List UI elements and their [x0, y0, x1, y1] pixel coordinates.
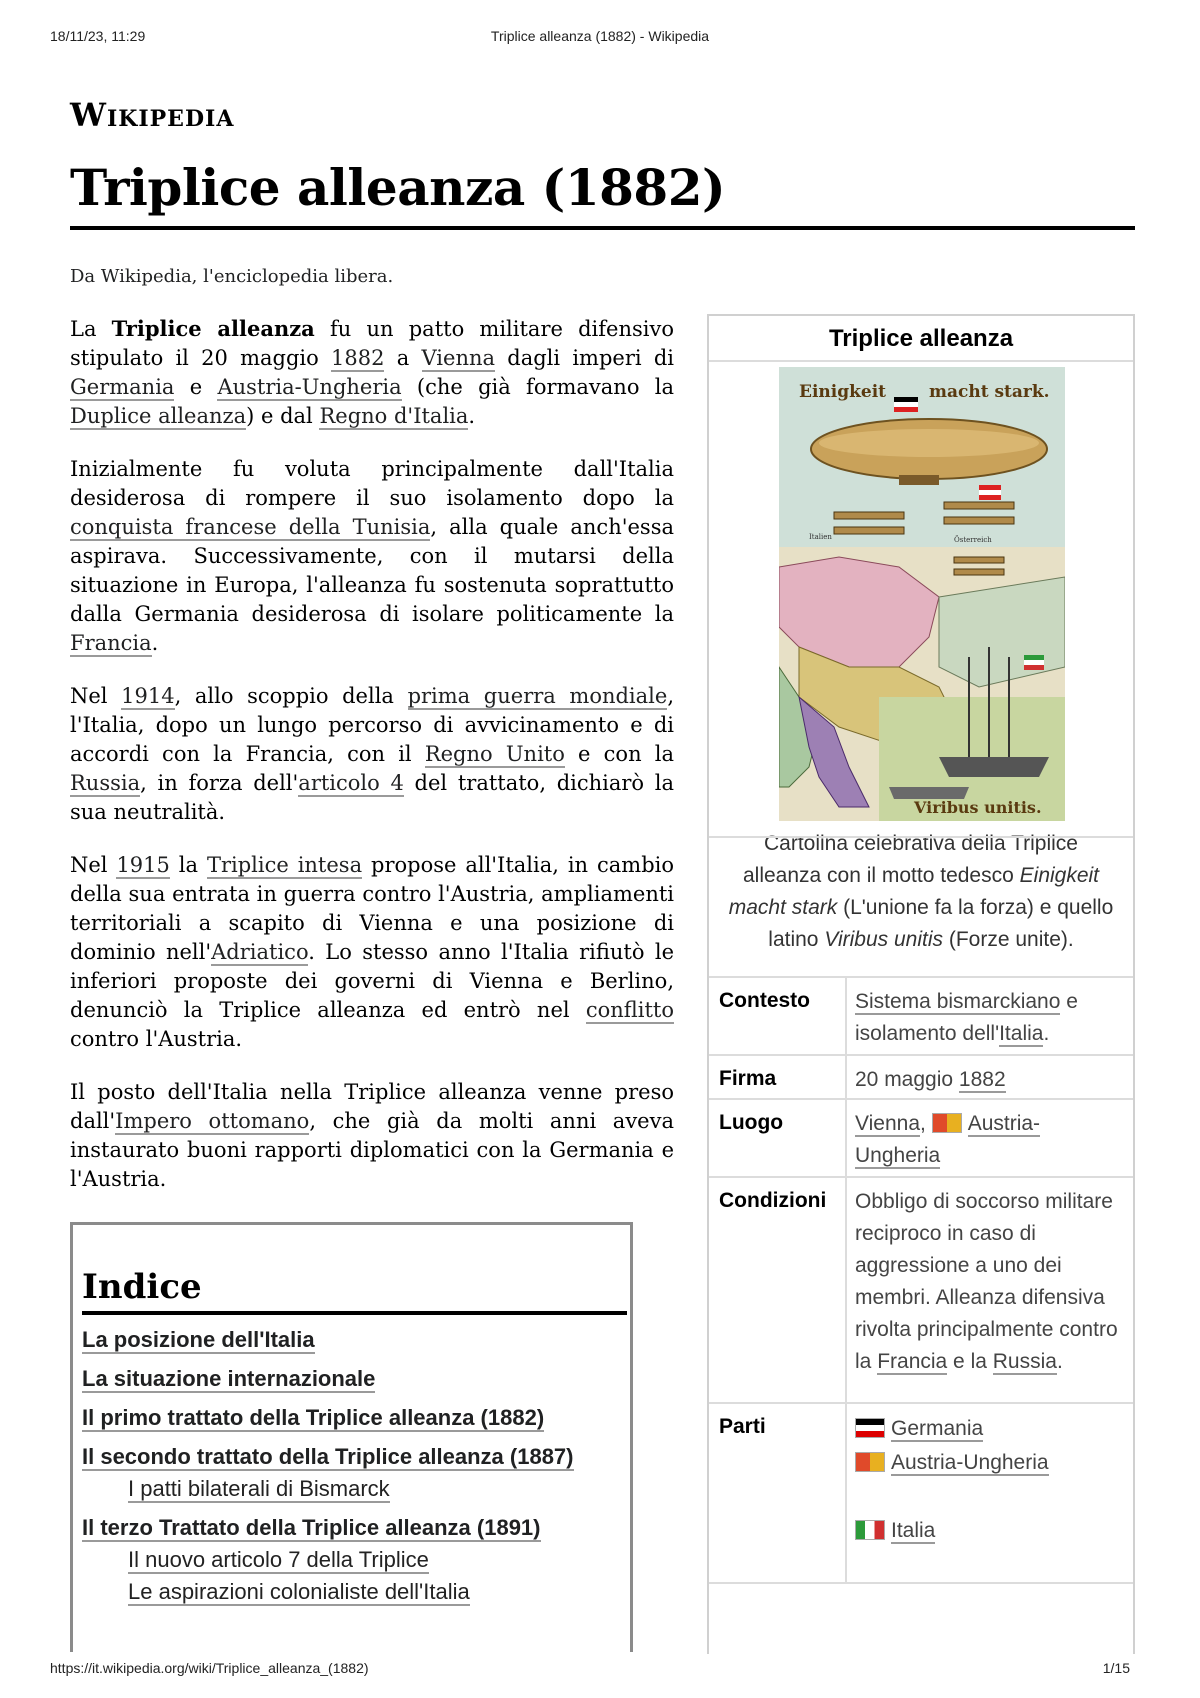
infobox-row-luogo	[709, 1100, 1133, 1178]
row-value: 20 maggio 1882	[855, 1068, 1006, 1091]
link-austria-ungheria[interactable]: Austria-Ungheria	[217, 375, 402, 399]
link-russia[interactable]: Russia	[70, 771, 141, 795]
print-datetime: 18/11/23, 11:29	[50, 28, 146, 44]
infobox-row-firma	[709, 1056, 1133, 1100]
toc-link[interactable]: La posizione dell'Italia	[82, 1327, 315, 1352]
party-austria-ungheria	[855, 1446, 1125, 1480]
paragraph-2: Inizialmente fu voluta principalmente dall'Italia desiderosa di rompere il suo isolamento dopo la conquista francese della Tunisia, alla quale anch'essa aspirava. Successivamente, con il mutarsi della situazione in Europa, l'alleanza fu sostenuta soprattutto dalla Germania desiderosa di isolare politicamente la Francia.	[70, 457, 674, 655]
article-body	[70, 314, 674, 1218]
postcard-motto-bottom: Viribus unitis.	[914, 798, 1042, 817]
link-1882-infobox[interactable]: 1882	[958, 1068, 1006, 1091]
infobox-title: Triplice alleanza	[709, 316, 1133, 362]
link-duplice-alleanza[interactable]: Duplice alleanza	[70, 404, 247, 428]
link-1914[interactable]: 1914	[121, 684, 175, 708]
infobox-row-parti	[709, 1404, 1133, 1584]
toc-link[interactable]: Il primo trattato della Triplice alleanza (1882)	[82, 1405, 545, 1430]
row-value: Obbligo di soccorso militare reciproco in caso di aggressione a uno dei membri. Alleanza difensiva rivolta principalmente contro la Francia e la Russia.	[855, 1190, 1118, 1373]
print-footer	[50, 1660, 1150, 1680]
link-prima-guerra-mondiale[interactable]: prima guerra mondiale	[407, 684, 668, 708]
toc-link[interactable]: Il terzo Trattato della Triplice alleanza (1891)	[82, 1515, 541, 1540]
link-regno-italia[interactable]: Regno d'Italia	[319, 404, 469, 428]
link-1915[interactable]: 1915	[116, 853, 170, 877]
link-articolo-4[interactable]: articolo 4	[298, 771, 404, 795]
party-spacer	[855, 1480, 1125, 1514]
print-page-title: Triplice alleanza (1882) - Wikipedia	[490, 28, 710, 44]
link-francia-infobox[interactable]: Francia	[877, 1350, 948, 1373]
row-label: Luogo	[709, 1100, 847, 1176]
postcard-motto-left: Einigkeit	[799, 382, 887, 402]
postcard-label-left: Italien	[809, 533, 832, 541]
toc-subitem	[128, 1578, 630, 1606]
flag-italy-icon	[855, 1520, 885, 1540]
flag-austria-hungary-icon	[932, 1113, 962, 1133]
link-impero-ottomano[interactable]: Impero ottomano	[115, 1109, 310, 1133]
link-germania-infobox[interactable]: Germania	[891, 1417, 984, 1440]
wikipedia-logo[interactable]: Wikipedia	[70, 96, 235, 134]
paragraph-1: La Triplice alleanza fu un patto militare difensivo stipulato il 20 maggio 1882 a Vienna dagli imperi di Germania e Austria-Ungheria (che già formavano la Duplice alleanza) e dal Regno d'Italia.	[70, 316, 674, 428]
print-url: https://it.wikipedia.org/wiki/Triplice_alleanza_(1882)	[50, 1660, 369, 1676]
row-label: Parti	[709, 1404, 847, 1582]
paragraph-3: Nel 1914, allo scoppio della prima guerra mondiale, l'Italia, dopo un lungo percorso di avvicinamento e di accordi con la Francia, con il Regno Unito e con la Russia, in forza dell'articolo 4 del trattato, dichiarò la sua neutralità.	[70, 684, 675, 824]
row-label: Firma	[709, 1056, 847, 1098]
toc-subitem	[128, 1546, 630, 1574]
toc-item	[82, 1326, 630, 1354]
image-caption: Cartolina celebrativa della Triplice alleanza con il motto tedesco Einigkeit macht stark (L'unione fa la forza) e quello latino Viribus unitis (Forze unite).	[709, 820, 1133, 978]
row-value	[847, 1404, 1133, 1582]
link-francia[interactable]: Francia	[70, 631, 152, 655]
print-header	[50, 28, 1150, 48]
link-conflitto[interactable]: conflitto	[585, 998, 674, 1022]
site-tagline: Da Wikipedia, l'enciclopedia libera.	[70, 266, 394, 287]
toc-link[interactable]: Il nuovo articolo 7 della Triplice	[128, 1547, 429, 1572]
toc-item	[82, 1404, 630, 1432]
row-label: Contesto	[709, 978, 847, 1054]
postcard-image[interactable]	[779, 367, 1065, 821]
link-1882[interactable]: 1882	[331, 346, 385, 370]
link-austria-ungheria-infobox[interactable]: Austria-Ungheria	[855, 1112, 1041, 1167]
link-adriatico[interactable]: Adriatico	[211, 940, 309, 964]
title-divider	[70, 226, 1135, 230]
link-triplice-intesa[interactable]: Triplice intesa	[206, 853, 363, 877]
toc-link[interactable]: Il secondo trattato della Triplice alleanza (1887)	[82, 1444, 574, 1469]
toc-link[interactable]: Le aspirazioni colonialiste dell'Italia	[128, 1579, 470, 1604]
infobox-image-cell	[709, 362, 1133, 838]
toc-list	[73, 1326, 630, 1606]
paragraph-4: Nel 1915 la Triplice intesa propose all'Italia, in cambio della sua entrata in guerra contro l'Austria, ampliamenti territoriali a scapito di Vienna e una posizione di dominio nell'Adriatico. Lo stesso anno l'Italia rifiutò le inferiori proposte dei governi di Vienna e Berlino, denunciò la Triplice alleanza ed entrò nel conflitto contro l'Austria.	[70, 853, 675, 1051]
postcard-label-right: Österreich	[954, 536, 992, 544]
link-russia-infobox[interactable]: Russia	[992, 1350, 1057, 1373]
flag-germany-icon	[855, 1418, 885, 1438]
toc-subitem	[128, 1475, 630, 1503]
toc-item	[82, 1365, 630, 1393]
infobox-row-condizioni	[709, 1178, 1133, 1404]
row-label: Condizioni	[709, 1178, 847, 1402]
link-sistema-bismarckiano[interactable]: Sistema bismarckiano	[855, 990, 1061, 1013]
toc-title: Indice	[82, 1267, 627, 1315]
link-vienna-infobox[interactable]: Vienna	[855, 1112, 921, 1135]
page-title: Triplice alleanza (1882)	[70, 158, 726, 217]
link-germania[interactable]: Germania	[70, 375, 175, 399]
toc-link[interactable]: I patti bilaterali di Bismarck	[128, 1476, 390, 1501]
toc-item	[82, 1514, 630, 1542]
infobox-row-contesto	[709, 978, 1133, 1056]
infobox	[707, 314, 1135, 1654]
paragraph-5: Il posto dell'Italia nella Triplice alleanza venne preso dall'Impero ottomano, che già da molti anni aveva instaurato buoni rapporti diplomatici con la Germania e l'Austria.	[70, 1080, 674, 1191]
flag-austria-hungary-icon	[855, 1452, 885, 1472]
party-italia	[855, 1514, 1125, 1548]
bold-term: Triplice alleanza	[111, 316, 315, 341]
postcard-motto-right: macht stark.	[929, 382, 1050, 402]
table-of-contents	[70, 1222, 633, 1652]
toc-item	[82, 1443, 630, 1471]
link-vienna[interactable]: Vienna	[421, 346, 496, 370]
row-value: Vienna, Austria-Ungheria	[855, 1112, 1041, 1167]
party-germania	[855, 1412, 1125, 1446]
link-italia-parti[interactable]: Italia	[891, 1519, 936, 1542]
link-italia[interactable]: Italia	[999, 1022, 1044, 1045]
toc-link[interactable]: La situazione internazionale	[82, 1366, 376, 1391]
print-page-number: 1/15	[1102, 1660, 1130, 1676]
link-conquista-tunisia[interactable]: conquista francese della Tunisia	[70, 515, 431, 539]
row-value: Sistema bismarckiano e isolamento dell'Italia.	[855, 990, 1078, 1045]
link-regno-unito[interactable]: Regno Unito	[424, 742, 565, 766]
link-austria-ungheria-parti[interactable]: Austria-Ungheria	[891, 1451, 1049, 1474]
